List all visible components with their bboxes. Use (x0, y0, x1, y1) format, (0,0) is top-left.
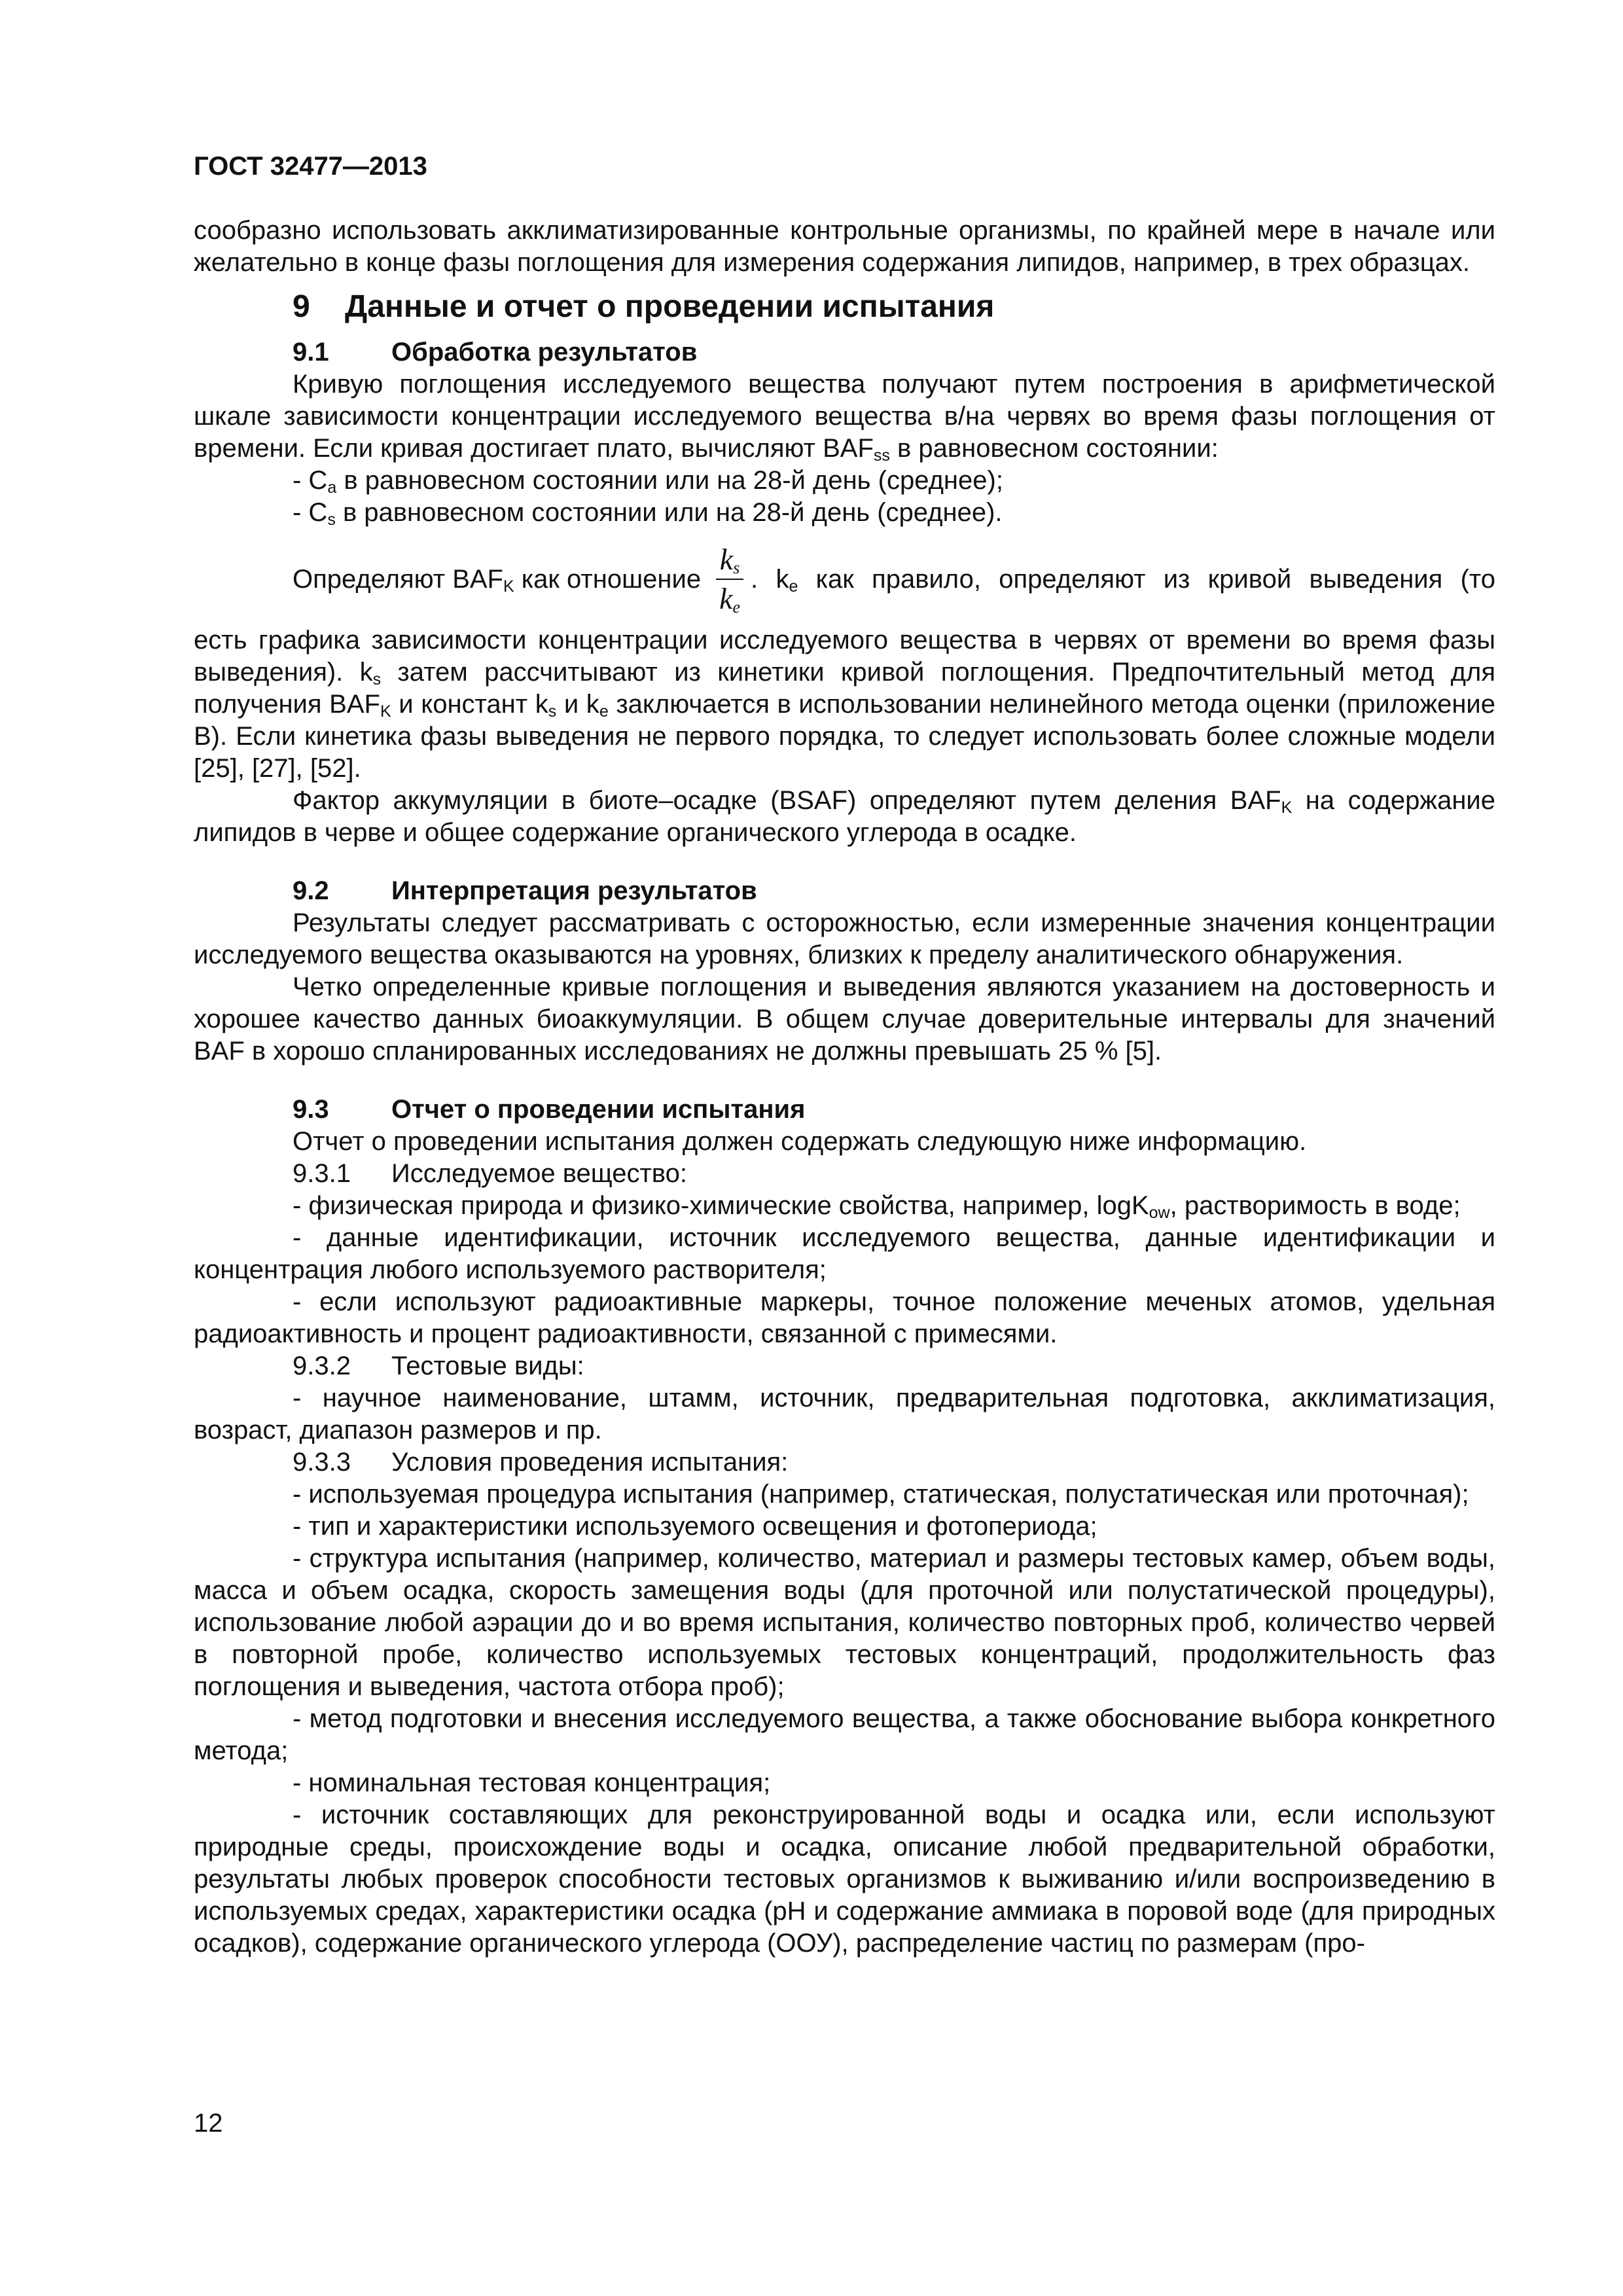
list-item: - физическая природа и физико-химические свойства, например, logK$_{ow}$, растворимость в воде; (293, 1191, 1461, 1222)
paragraph: Фактор аккумуляции в биоте–осадке (BSAF) определяют путем деления $BAF_K$ на содержание липидов в черве и общее содержание органического углерода в осадке. (194, 786, 1495, 847)
item-9-3-3-heading (293, 1446, 1495, 1479)
formula-trail-text: . $k_e$ как правило, определяют из кривой выведения (то (751, 564, 1496, 596)
item-number: 9.3.1 (293, 1159, 351, 1188)
item-title: Исследуемое вещество: (391, 1159, 687, 1188)
list-item: - $C_a$ в равновесном состоянии или на 28-й день (среднее); (293, 466, 1003, 497)
ks-over-ke-fraction (715, 543, 744, 615)
subsection-title: Интерпретация результатов (391, 876, 757, 905)
item-title: Условия проведения испытания: (391, 1448, 789, 1477)
fraction-numerator: $k_s$ (716, 543, 744, 580)
document-header: ГОСТ 32477—2013 (194, 152, 427, 181)
item-number: 9.3.3 (293, 1448, 351, 1477)
item-title: Тестовые виды: (391, 1352, 584, 1380)
subsection-number: 9.1 (293, 338, 329, 367)
paragraph: Кривую поглощения исследуемого вещества получают путем построения в арифметической шкале зависимости концентрации исследуемого вещества в/на червях во время фазы поглощения от времени. Если кривая достигает плато, вычисляют $BAF_{ss}$ в равновесном состоянии: (194, 370, 1495, 465)
document-body (194, 215, 1495, 1960)
list-item: - источник составляющих для реконструированной воды и осадка или, если используют природные среды, происхождение воды и осадка, описание любой предварительной обработки, результаты любых проверок способности тестовых организмов к выживанию и/или воспроизведению в используемых средах, характеристики осадка (pH и содержание аммиака в поровой воде (для природных осадков), содержание органического углерода (ООУ), распределение частиц по размерам (про- (194, 1801, 1495, 1958)
item-9-3-2-heading (293, 1350, 1495, 1382)
subsection-number: 9.3 (293, 1095, 329, 1124)
list-item: - если используют радиоактивные маркеры, точное положение меченых атомов, удельная радиоактивность и процент радиоактивности, связанной с примесями. (194, 1287, 1495, 1348)
paragraph: Отчет о проведении испытания должен содержать следующую ниже информацию. (293, 1127, 1307, 1156)
list-item: - научное наименование, штамм, источник, предварительная подготовка, акклиматизация, возраст, диапазон размеров и пр. (194, 1384, 1495, 1444)
subsection-9-2-heading (293, 875, 1495, 907)
section-number: 9 (293, 289, 310, 324)
list-item: - $C_s$ в равновесном состоянии или на 28-й день (среднее). (293, 498, 1003, 529)
list-item: - метод подготовки и внесения исследуемого вещества, а также обоснование выбора конкретного метода; (194, 1704, 1495, 1765)
list-item: - данные идентификации, источник исследуемого вещества, данные идентификации и концентрация любого используемого растворителя; (194, 1223, 1495, 1284)
fraction-denominator: $k_e$ (719, 582, 741, 617)
section-9-heading (293, 287, 1495, 327)
list-item: - структура испытания (например, количество, материал и размеры тестовых камер, объем воды, масса и объем осадка, скорость замещения воды (для проточной или полустатической процедуры), использование любой аэрации до и во время испытания, количество повторных проб, количество червей в повторной пробе, количество используемых тестовых концентраций, продолжительность фаз поглощения и выведения, частота отбора проб); (194, 1544, 1495, 1701)
subsection-9-3-heading (293, 1094, 1495, 1126)
item-number: 9.3.2 (293, 1352, 351, 1380)
subsection-title: Отчет о проведении испытания (391, 1095, 806, 1124)
formula-lead-text: Определяют $BAF_K$ как отношение (293, 564, 702, 596)
formula-line (194, 537, 1495, 622)
subsection-title: Обработка результатов (391, 338, 698, 367)
list-item: - номинальная тестовая концентрация; (293, 1768, 771, 1797)
list-item: - используемая процедура испытания (например, статическая, полустатическая или проточная); (293, 1480, 1469, 1509)
intro-paragraph: сообразно использовать акклиматизированные контрольные организмы, по крайней мере в начале или желательно в конце фазы поглощения для измерения содержания липидов, например, в трех образцах. (194, 216, 1495, 277)
item-9-3-1-heading (293, 1158, 1495, 1190)
section-title: Данные и отчет о проведении испытания (345, 289, 995, 324)
paragraph: есть графика зависимости концентрации исследуемого вещества в червях от времени во время фазы выведения). $k_s$ затем рассчитывают из кинетики кривой поглощения. Предпочтительный метод для получения $BAF_K$ и констант $k_s$ и $k_e$ заключается в использовании нелинейного метода оценки (приложение В). Если кинетика фазы выведения не первого порядка, то следует использовать более сложные модели [25], [27], [52]. (194, 626, 1496, 783)
subsection-number: 9.2 (293, 876, 329, 905)
list-item: - тип и характеристики используемого освещения и фотопериода; (293, 1512, 1097, 1541)
paragraph: Четко определенные кривые поглощения и выведения являются указанием на достоверность и хорошее качество данных биоаккумуляции. В общем случае доверительные интервалы для значений BAF в хорошо спланированных исследованиях не должны превышать 25 % [5]. (194, 973, 1495, 1066)
paragraph: Результаты следует рассматривать с осторожностью, если измеренные значения концентрации исследуемого вещества оказываются на уровнях, близких к пределу аналитического обнаружения. (194, 908, 1495, 969)
subsection-9-1-heading (293, 336, 1495, 368)
page-number: 12 (194, 2109, 223, 2138)
